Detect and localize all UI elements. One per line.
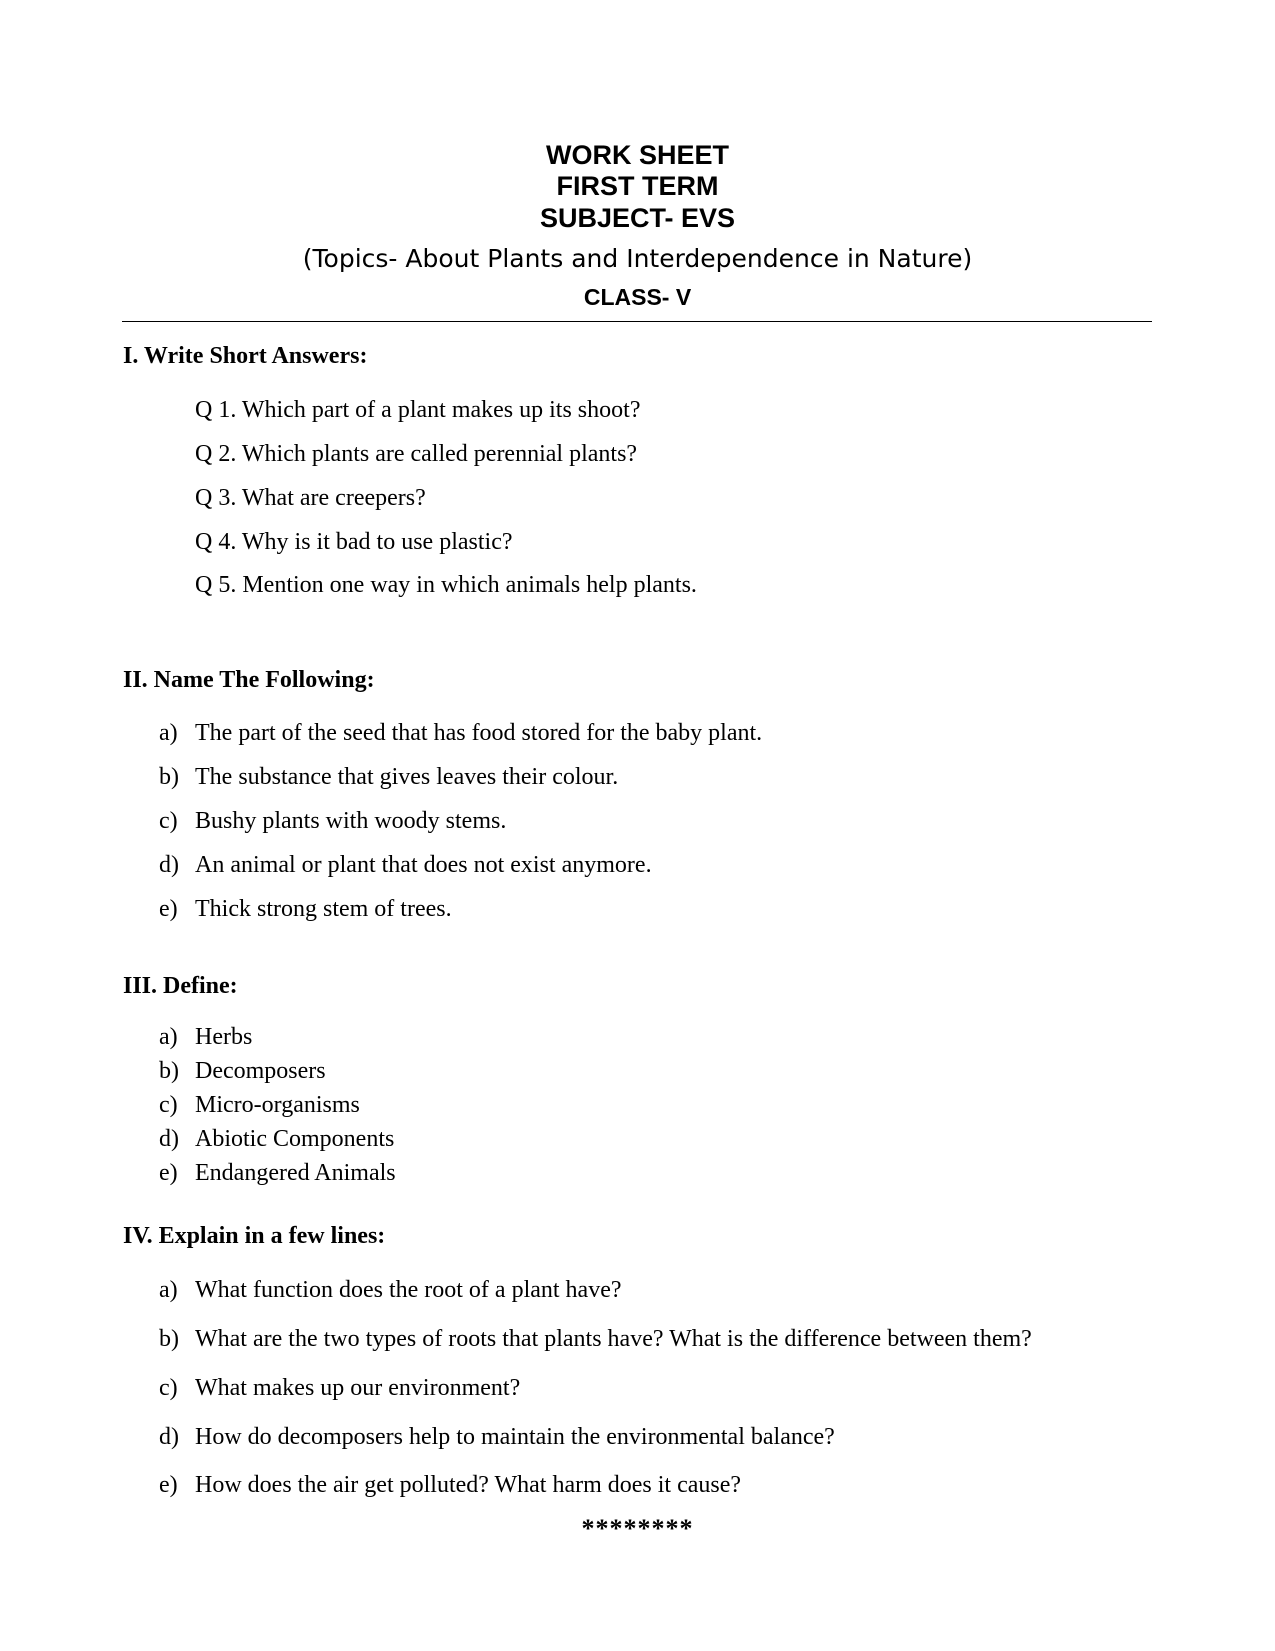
- section-heading: III. Define:: [123, 973, 238, 999]
- list-marker: b): [159, 1326, 179, 1352]
- section-heading: II. Name The Following:: [123, 667, 375, 693]
- list-marker: a): [159, 1024, 178, 1050]
- list-item: The substance that gives leaves their colour.: [195, 764, 619, 790]
- list-item: Abiotic Components: [195, 1126, 395, 1152]
- question-item: Q 5. Mention one way in which animals help plants.: [195, 572, 697, 598]
- list-item: Bushy plants with woody stems.: [195, 808, 507, 834]
- header-divider: [122, 321, 1152, 322]
- worksheet-title: WORK SHEET: [545, 140, 729, 170]
- list-item: An animal or plant that does not exist anymore.: [195, 852, 652, 878]
- term-label: FIRST TERM: [556, 171, 719, 201]
- list-marker: c): [159, 808, 178, 834]
- list-item: Herbs: [195, 1024, 253, 1050]
- list-marker: d): [159, 852, 179, 878]
- list-marker: e): [159, 896, 178, 922]
- section-heading: I. Write Short Answers:: [123, 343, 368, 369]
- list-item: How do decomposers help to maintain the environmental balance?: [195, 1424, 835, 1450]
- list-item: What are the two types of roots that plants have? What is the difference between them?: [195, 1326, 1032, 1352]
- list-item: Decomposers: [195, 1058, 326, 1084]
- list-marker: b): [159, 1058, 179, 1084]
- subject-label: SUBJECT- EVS: [539, 203, 736, 233]
- list-item: What function does the root of a plant have?: [195, 1277, 622, 1303]
- list-marker: a): [159, 1277, 178, 1303]
- end-stars: ********: [581, 1514, 694, 1543]
- list-item: Micro-organisms: [195, 1092, 360, 1118]
- topics-line: (Topics- About Plants and Interdependence in Nature): [302, 244, 973, 273]
- list-marker: a): [159, 720, 178, 746]
- list-marker: b): [159, 764, 179, 790]
- question-item: Q 2. Which plants are called perennial plants?: [195, 441, 638, 467]
- list-marker: c): [159, 1375, 178, 1401]
- list-marker: c): [159, 1092, 178, 1118]
- list-marker: d): [159, 1126, 179, 1152]
- section-heading: IV. Explain in a few lines:: [123, 1223, 386, 1249]
- list-marker: d): [159, 1424, 179, 1450]
- list-item: Thick strong stem of trees.: [195, 896, 452, 922]
- question-item: Q 4. Why is it bad to use plastic?: [195, 529, 513, 555]
- list-item: Endangered Animals: [195, 1160, 396, 1186]
- list-marker: e): [159, 1472, 178, 1498]
- list-marker: e): [159, 1160, 178, 1186]
- list-item: What makes up our environment?: [195, 1375, 521, 1401]
- list-item: The part of the seed that has food stored for the baby plant.: [195, 720, 763, 746]
- class-label: CLASS- V: [583, 284, 692, 310]
- list-item: How does the air get polluted? What harm does it cause?: [195, 1472, 742, 1498]
- question-item: Q 3. What are creepers?: [195, 485, 426, 511]
- question-item: Q 1. Which part of a plant makes up its shoot?: [195, 397, 641, 423]
